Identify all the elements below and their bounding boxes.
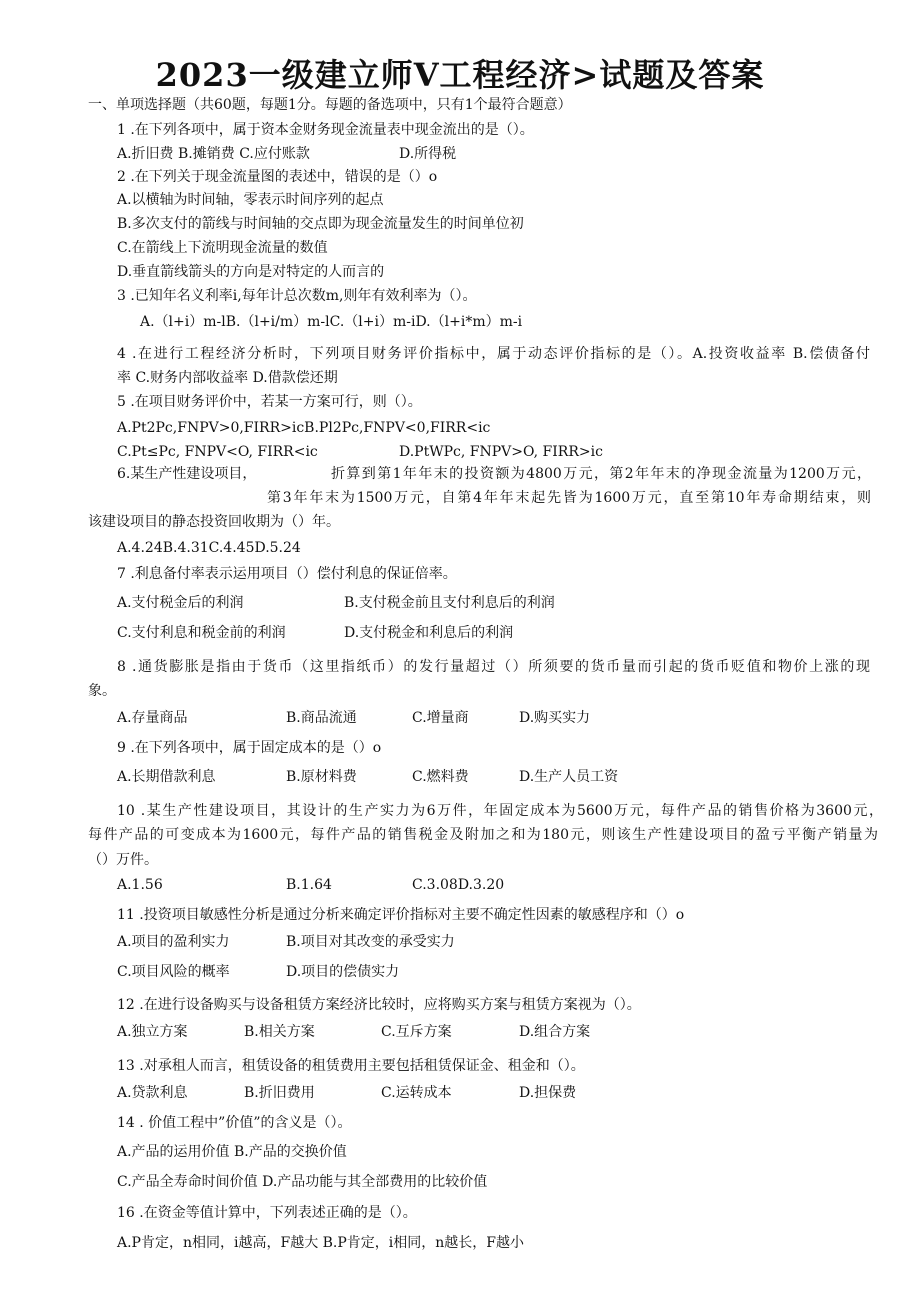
question-13-option: D.担保费 — [519, 1085, 577, 1101]
question-9-option: C.燃料费 — [412, 769, 469, 785]
question-8-option: B.商品流通 — [286, 710, 357, 726]
question-2-option: B.多次支付的箭线与时间轴的交点即为现金流量发生的时间单位初 — [117, 216, 524, 232]
question-10-option: A.1.56 — [117, 877, 163, 893]
question-2-option: A.以横轴为时间轴，零表示时间序列的起点 — [117, 192, 384, 208]
question-8-option: D.购买实力 — [519, 710, 591, 726]
question-6-stem-cont: 第3年年末为1500万元，自第4年年末起先皆为1600万元，直至第10年寿命期结束，则 — [267, 490, 871, 506]
question-4-stem: 4 .在进行工程经济分析时，下列项目财务评价指标中，属于动态评价指标的是（）。A.投资收益率 B.偿债备付 — [117, 346, 870, 362]
question-10-stem-cont: （）万件。 — [88, 852, 158, 868]
question-12-option: D.组合方案 — [519, 1024, 591, 1040]
question-11-option: D.项目的偿债实力 — [286, 964, 400, 980]
question-9-option: A.长期借款利息 — [117, 769, 216, 785]
question-3-stem: 3 .已知年名义利率i,每年计总次数m,则年有效利率为（）。 — [117, 288, 477, 304]
question-7-option: C.支付利息和税金前的利润 — [117, 625, 286, 641]
question-7-option: A.支付税金后的利润 — [117, 595, 244, 611]
question-6-option: A.4.24B.4.31C.4.45D.5.24 — [117, 540, 301, 556]
question-12-option: C.互斥方案 — [381, 1024, 452, 1040]
question-14-option: A.产品的运用价值 B.产品的交换价值 — [117, 1144, 347, 1160]
question-11-stem: 11 .投资项目敏感性分析是通过分析来确定评价指标对主要不确定性因素的敏感程序和（）o — [117, 907, 685, 923]
question-3-option: A.（l+i）m-lB.（l+i/m）m-lC.（l+i）m-iD.（l+i*m）m-i — [140, 314, 523, 330]
question-8-stem-cont: 象。 — [88, 683, 116, 699]
question-8-option: A.存量商品 — [117, 710, 188, 726]
question-12-stem: 12 .在进行设备购买与设备租赁方案经济比较时，应将购买方案与租赁方案视为（）。 — [117, 997, 641, 1013]
question-13-stem: 13 .对承租人而言，租赁设备的租赁费用主要包括租赁保证金、租金和（）。 — [117, 1058, 585, 1074]
question-12-option: B.相关方案 — [244, 1024, 315, 1040]
question-5-stem: 5 .在项目财务评价中，若某一方案可行，则（）。 — [117, 394, 422, 410]
question-4-stem-cont: 率 C.财务内部收益率 D.借款偿还期 — [117, 370, 338, 386]
question-14-stem: 14 . 价值工程中”价值”的含义是（）。 — [117, 1115, 352, 1131]
question-7-option: B.支付税金前且支付利息后的利润 — [344, 595, 555, 611]
question-8-option: C.增量商 — [412, 710, 469, 726]
question-13-option: C.运转成本 — [381, 1085, 452, 1101]
document-title: 2023一级建立师Ⅴ工程经济>试题及答案 — [155, 56, 765, 94]
question-6-stem-cont: 该建设项目的静态投资回收期为（）年。 — [88, 514, 340, 530]
question-6-lead: 6.某生产性建设项目， — [117, 466, 257, 482]
question-2-option: D.垂直箭线箭头的方向是对特定的人而言的 — [117, 264, 385, 280]
question-11-option: A.项目的盈利实力 — [117, 934, 230, 950]
question-5-option: A.Pt2Pc,FNPV>0,FIRR>icB.Pl2Pc,FNPV<0,FIRR<ic — [117, 420, 491, 436]
question-7-option: D.支付税金和利息后的利润 — [344, 625, 514, 641]
question-10-stem-cont: 每件产品的可变成本为1600元，每件产品的销售税金及附加之和为180元，则该生产性建设项目的盈亏平衡产销量为 — [88, 827, 878, 843]
question-13-option: B.折旧费用 — [244, 1085, 315, 1101]
question-8-stem: 8 .通货膨胀是指由于货币（这里指纸币）的发行量超过（）所须要的货币量而引起的货币贬值和物价上涨的现 — [117, 659, 870, 675]
question-6-stem: 折算到第1年年末的投资额为4800万元，第2年年末的净现金流量为1200万元， — [331, 466, 871, 482]
question-9-option: D.生产人员工资 — [519, 769, 619, 785]
question-11-option: B.项目对其改变的承受实力 — [286, 934, 455, 950]
question-13-option: A.贷款利息 — [117, 1085, 188, 1101]
question-5-option: D.PtWPc, FNPV>O, FIRR>ic — [399, 444, 603, 460]
question-16-stem: 16 .在资金等值计算中，下列表述正确的是（）。 — [117, 1205, 417, 1221]
question-11-option: C.项目风险的概率 — [117, 964, 230, 980]
question-2-stem: 2 .在下列关于现金流量图的表述中，错误的是（）o — [117, 169, 438, 185]
question-7-stem: 7 .利息备付率表示运用项目（）偿付利息的保证倍率。 — [117, 566, 457, 582]
question-12-option: A.独立方案 — [117, 1024, 188, 1040]
question-2-option: C.在箭线上下流明现金流量的数值 — [117, 240, 328, 256]
question-1-option: A.折旧费 B.摊销费 C.应付账款 — [117, 146, 310, 162]
question-10-option: B.1.64 — [286, 877, 332, 893]
question-16-option: A.P肯定，n相同，i越高，F越大 B.P肯定，i相同，n越长，F越小 — [117, 1235, 525, 1251]
question-9-stem: 9 .在下列各项中，属于固定成本的是（）o — [117, 740, 382, 756]
question-10-option: C.3.08D.3.20 — [412, 877, 505, 893]
question-14-option: C.产品全寿命时间价值 D.产品功能与其全部费用的比较价值 — [117, 1174, 488, 1190]
question-9-option: B.原材料费 — [286, 769, 357, 785]
question-10-stem: 10 .某生产性建设项目，其设计的生产实力为6万件，年固定成本为5600万元，每件产品的销售价格为3600元， — [117, 803, 883, 819]
question-1-stem: 1 .在下列各项中，属于资本金财务现金流量表中现金流出的是（）。 — [117, 122, 534, 138]
question-1-option: D.所得税 — [399, 146, 457, 162]
question-5-option: C.Pt≤Pc, FNPV<O, FIRR<ic — [117, 444, 318, 460]
section-header: 一、单项选择题（共60题，每题1分。每题的备选项中，只有1个最符合题意） — [88, 97, 572, 113]
